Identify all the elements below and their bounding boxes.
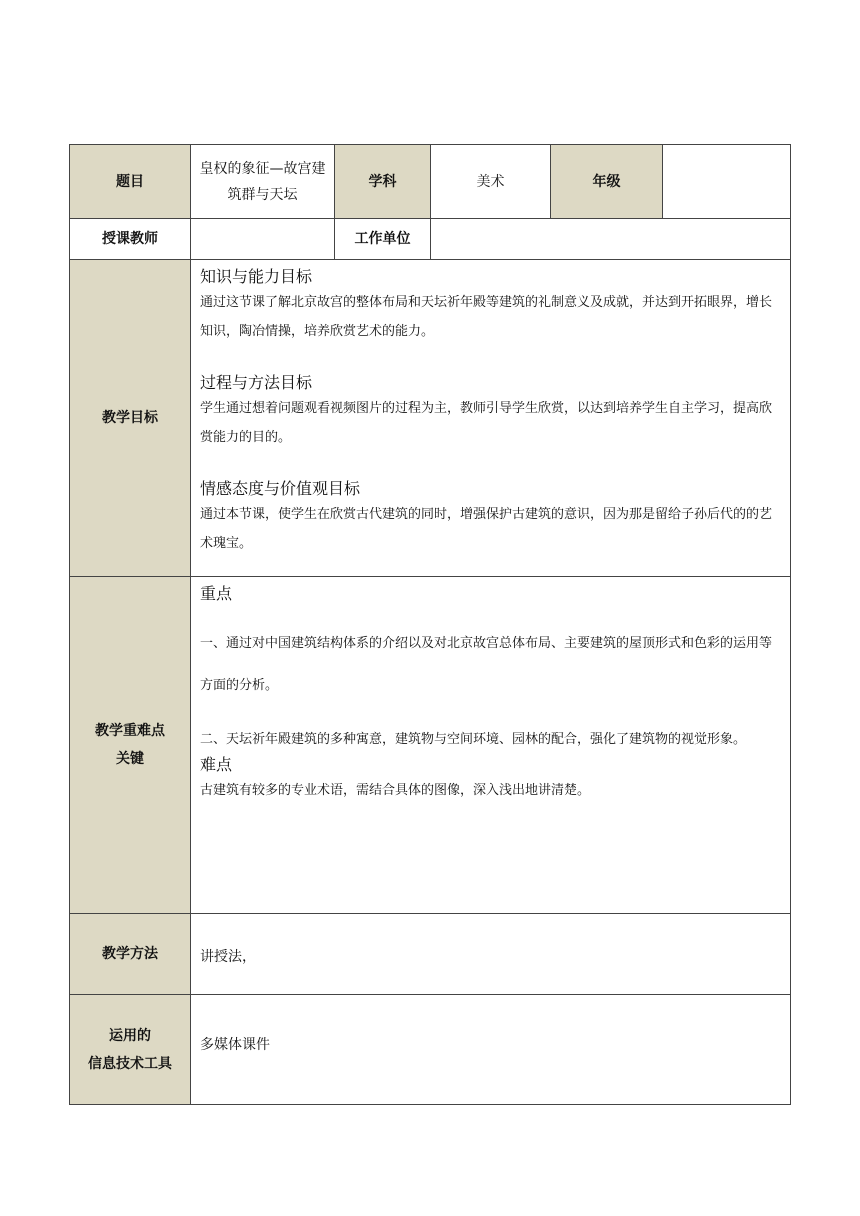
teacher-row — [70, 219, 791, 260]
tools-label — [70, 995, 191, 1105]
process-title: 过程与方法目标 — [200, 373, 313, 392]
subject-label: 学科 — [335, 145, 431, 219]
focus-title: 重点 — [200, 584, 233, 603]
knowledge-text: 通过这节课了解北京故宫的整体布局和天坛祈年殿等建筑的礼制意义及成就，并达到开拓眼界，增长知识，陶冶情操，培养欣赏艺术的能力。 — [200, 295, 773, 339]
unit-label: 工作单位 — [335, 219, 431, 260]
difficulty-text: 古建筑有较多的专业术语，需结合具体的图像，深入浅出地讲清楚。 — [200, 783, 591, 798]
method-label: 教学方法 — [70, 914, 191, 995]
topic-label: 题目 — [70, 145, 191, 219]
key-points-label-line2: 关键 — [116, 751, 144, 767]
objectives-label: 教学目标 — [70, 260, 191, 577]
method-value: 讲授法， — [191, 914, 791, 995]
key-points-label-line1: 教学重难点 — [95, 723, 165, 739]
emotion-text: 通过本节课，使学生在欣赏古代建筑的同时，增强保护古建筑的意识，因为那是留给子孙后代的的艺术瑰宝。 — [200, 507, 773, 551]
method-row — [70, 914, 791, 995]
key-points-content — [191, 577, 791, 914]
key-points-row — [70, 577, 791, 914]
teacher-value — [191, 219, 335, 260]
tools-row — [70, 995, 791, 1105]
tools-label-line2: 信息技术工具 — [88, 1055, 172, 1072]
unit-value — [431, 219, 791, 260]
knowledge-title: 知识与能力目标 — [200, 267, 313, 286]
focus-item-2: 二、天坛祈年殿建筑的多种寓意，建筑物与空间环境、园林的配合，强化了建筑物的视觉形象。 — [200, 732, 747, 747]
focus-item-1: 一、通过对中国建筑结构体系的介绍以及对北京故宫总体布局、主要建筑的屋顶形式和色彩的运用等方面的分析。 — [200, 636, 773, 693]
process-text: 学生通过想着问题观看视频图片的过程为主，教师引导学生欣赏，以达到培养学生自主学习，提高欣赏能力的目的。 — [200, 401, 773, 445]
difficulty-title: 难点 — [200, 755, 233, 774]
grade-value — [663, 145, 791, 219]
teacher-label: 授课教师 — [70, 219, 191, 260]
grade-label: 年级 — [551, 145, 663, 219]
key-points-label — [70, 577, 191, 914]
tools-value: 多媒体课件 — [191, 995, 791, 1105]
header-row — [70, 145, 791, 219]
topic-value: 皇权的象征—故宫建筑群与天坛 — [191, 145, 335, 219]
subject-value: 美术 — [431, 145, 551, 219]
emotion-title: 情感态度与价值观目标 — [200, 479, 361, 498]
objectives-row — [70, 260, 791, 577]
lesson-plan-table — [69, 144, 791, 1105]
tools-label-line1: 运用的 — [109, 1027, 151, 1044]
objectives-content — [191, 260, 791, 577]
